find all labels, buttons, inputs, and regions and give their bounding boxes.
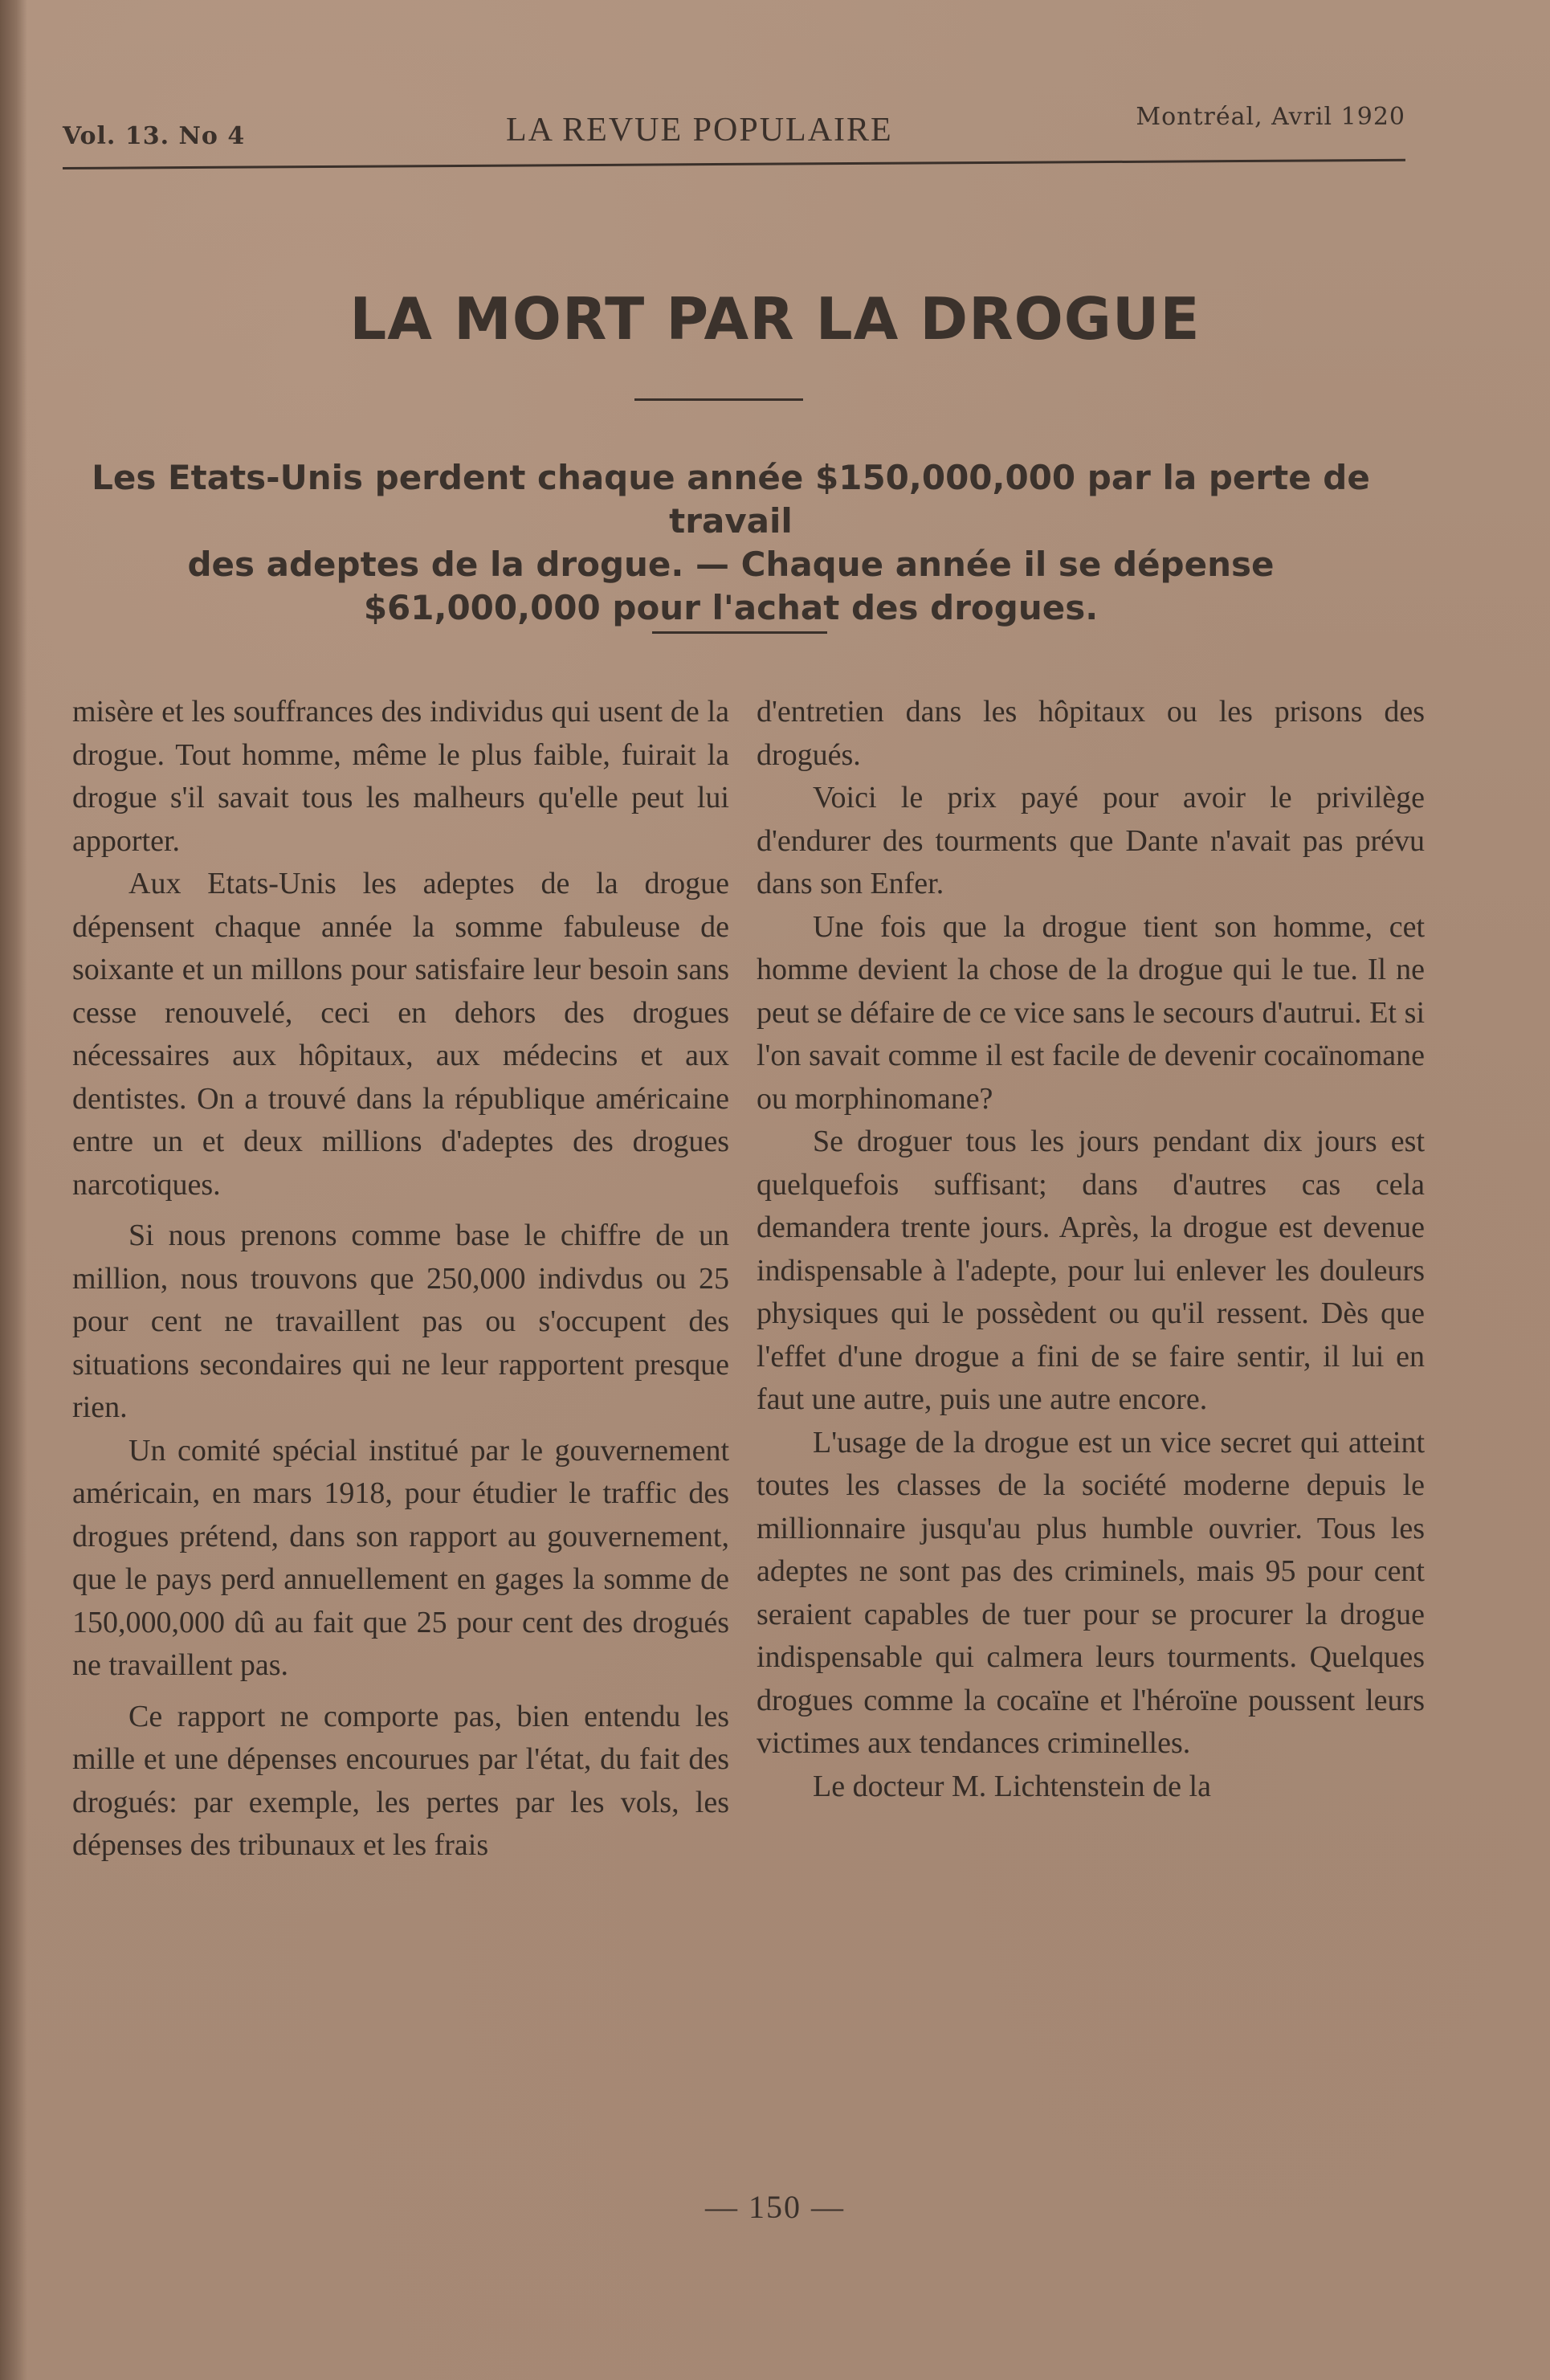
issue-date: Montréal, Avril 1920 [1136,103,1405,131]
paragraph: Se droguer tous les jours pendant dix jours est quelquefois suffisant; dans d'autres cas cela demandera trente jours. Après, la drogue est devenue indispensable à l'adepte, pour lui enlever les douleurs physiques qui le possèdent ou qu'il ressent. Dès que l'effet d'une drogue a fini de se faire sentir, il lui en faut une autre, puis une autre encore. [757,1125,1425,1416]
subtitle-line: des adeptes de la drogue. — Chaque année il se dépense [187,545,1275,584]
paragraph: Une fois que la drogue tient son homme, cet homme devient la chose de la drogue qui le tue. Il ne peut se défaire de ce vice sans le secours d'autrui. Et si l'on savait comme il est facile de devenir cocaïnomane ou morphinomane? [757,909,1425,1116]
left-column [72,691,729,1868]
running-header [63,103,1405,167]
paragraph: Voici le prix payé pour avoir le privilège d'endurer des tourments que Dante n'avait pas prévu dans son Enfer. [757,781,1425,900]
paragraph: misère et les souffrances des individus qui usent de la drogue. Tout homme, même le plus faible, fuirait la drogue s'il savait tous les malheurs qu'elle peut lui apporter. [72,695,729,858]
title-divider [634,398,803,401]
paragraph: Le docteur M. Lichtenstein de la [813,1769,1211,1803]
right-column [757,691,1425,1808]
subtitle-line: $61,000,000 pour l'achat des drogues. [363,588,1099,627]
paragraph: Si nous prenons comme base le chiffre de un million, nous trouvons que 250,000 indivdus ou 25 pour cent ne travaillent pas ou s'occupent des situations secondaires qui ne leur rapportent presque rien. [72,1219,729,1424]
volume-issue: Vol. 13. No 4 [63,122,246,150]
article-title: LA MORT PAR LA DROGUE [349,285,1201,353]
article-subtitle [48,456,1413,630]
page-number: — 150 — [705,2189,845,2225]
publication-name: LA REVUE POPULAIRE [506,112,893,149]
paragraph: Ce rapport ne comporte pas, bien entendu les mille et une dépenses encourues par l'état, du fait des drogués: par exemple, les pertes par les vols, les dépenses des tribunaux et les frais [72,1699,729,1862]
paragraph: Un comité spécial institué par le gouvernement américain, en mars 1918, pour étudier le traffic des drogues prétend, dans son rapport au gouvernement, que le pays perd annuellement en gages la somme de 150,000,000 dû au fait que 25 pour cent des drogués ne travaillent pas. [72,1433,729,1682]
paragraph: Aux Etats-Unis les adeptes de la drogue dépensent chaque année la somme fabuleuse de soixante et un millons pour satisfaire leur besoin sans cesse renouvelé, ceci en dehors des drogues nécessaires aux hôpitaux, aux médecins et aux dentistes. On a trouvé dans la république américaine entre un et deux millions d'adeptes des drogues narcotiques. [72,867,729,1202]
subtitle-line: Les Etats-Unis perdent chaque année $150,000,000 par la perte de travail [92,458,1370,541]
page-spine-shadow [0,0,27,2380]
paragraph: d'entretien dans les hôpitaux ou les prisons des drogués. [757,695,1425,772]
paragraph: L'usage de la drogue est un vice secret qui atteint toutes les classes de la société moderne depuis le millionnaire jusqu'au plus humble ouvrier. Tous les adeptes ne sont pas des criminels, mais 95 pour cent seraient capables de tuer pour se procurer la drogue indispensable qui calmera leurs tourments. Quelques drogues comme la cocaïne et l'héroïne poussent leurs victimes aux tendances criminelles. [757,1425,1425,1760]
subtitle-divider [652,631,827,634]
